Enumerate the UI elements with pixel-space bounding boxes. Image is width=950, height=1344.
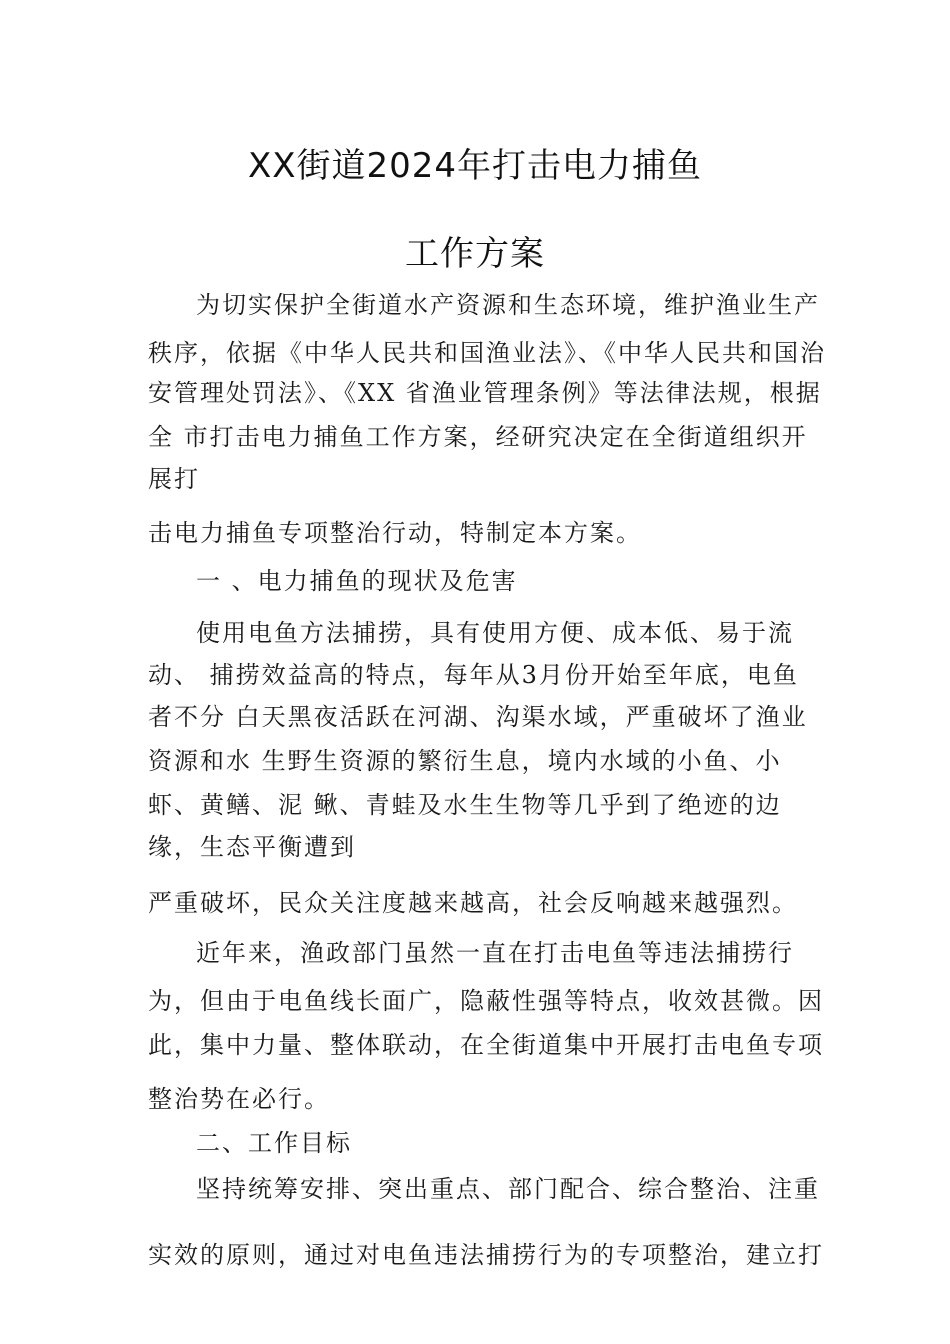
- paragraph-line: 严重破坏，民众关注度越来越高，社会反响越来越强烈。: [148, 889, 798, 917]
- paragraph-line: 展打: [148, 465, 200, 493]
- paragraph-line: 整治势在必行。: [148, 1085, 330, 1113]
- paragraph-line: 动、 捕捞效益高的特点，每年从3月份开始至年底，电鱼: [148, 661, 799, 689]
- paragraph-line: 安管理处罚法》、《XX 省渔业管理条例》等法律法规，根据: [148, 379, 822, 407]
- paragraph-line: 缘，生态平衡遭到: [148, 833, 356, 861]
- paragraph-line: 击电力捕鱼专项整治行动，特制定本方案。: [148, 519, 642, 547]
- paragraph-line: 秩序，依据《中华人民共和国渔业法》、《中华人民共和国治: [148, 339, 826, 367]
- document-title-line-2: 工作方案: [405, 234, 545, 274]
- paragraph-line: 为切实保护全街道水产资源和生态环境，维护渔业生产: [196, 291, 820, 319]
- paragraph-line: 全 市打击电力捕鱼工作方案，经研究决定在全街道组织开: [148, 423, 808, 451]
- paragraph-line: 使用电鱼方法捕捞，具有使用方便、成本低、易于流: [196, 619, 794, 647]
- section-heading: 一 、电力捕鱼的现状及危害: [196, 567, 518, 595]
- paragraph-line: 虾、黄鳝、泥 鳅、青蛙及水生生物等几乎到了绝迹的边: [148, 791, 782, 819]
- paragraph-line: 为，但由于电鱼线长面广，隐蔽性强等特点，收效甚微。因: [148, 987, 824, 1015]
- section-heading: 二、工作目标: [196, 1129, 352, 1157]
- paragraph-line: 坚持统筹安排、突出重点、部门配合、综合整治、注重: [196, 1175, 820, 1203]
- paragraph-line: 资源和水 生野生资源的繁衍生息，境内水域的小鱼、小: [148, 747, 782, 775]
- paragraph-line: 者不分 白天黑夜活跃在河湖、沟渠水域，严重破坏了渔业: [148, 703, 808, 731]
- paragraph-line: 近年来，渔政部门虽然一直在打击电鱼等违法捕捞行: [196, 939, 794, 967]
- paragraph-line: 此，集中力量、整体联动，在全街道集中开展打击电鱼专项: [148, 1031, 824, 1059]
- document-title-line-1: XX街道2024年打击电力捕鱼: [247, 146, 703, 186]
- paragraph-line: 实效的原则，通过对电鱼违法捕捞行为的专项整治，建立打: [148, 1241, 824, 1269]
